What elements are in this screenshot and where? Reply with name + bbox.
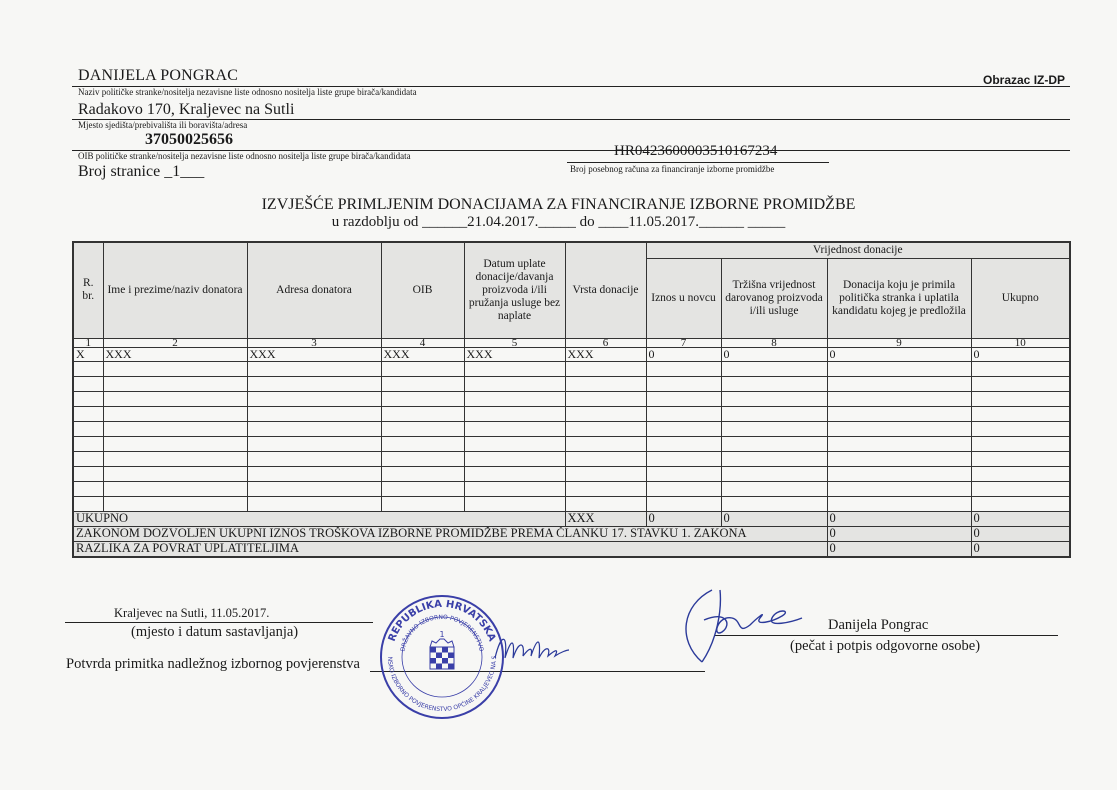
empty-cell <box>73 406 103 421</box>
empty-cell <box>464 481 565 496</box>
razlika-label: RAZLIKA ZA POVRAT UPLATITELJIMA <box>73 541 827 557</box>
column-number: 1 <box>73 338 103 347</box>
report-period <box>0 214 1117 231</box>
empty-cell <box>646 496 721 511</box>
empty-cell <box>971 466 1070 481</box>
zakonom-party: 0 <box>827 526 971 541</box>
form-code: Obrazac IZ-DP <box>983 73 1066 87</box>
header-rbr: R. br. <box>73 242 103 338</box>
table-cell: 0 <box>721 347 827 361</box>
empty-cell <box>247 451 381 466</box>
ukupno-type: XXX <box>565 511 646 526</box>
official-stamp <box>378 593 506 721</box>
empty-cell <box>721 361 827 376</box>
receipt-label: Potvrda primitka nadležnog izbornog povjerenstva <box>66 656 360 672</box>
stamp-number: 1 <box>439 630 445 639</box>
header-date: Datum uplate donacije/davanja proizvoda i/ili pružanja usluge bez naplate <box>464 242 565 338</box>
empty-cell <box>827 496 971 511</box>
place-date-label: (mjesto i datum sastavljanja) <box>131 624 299 640</box>
empty-cell <box>721 376 827 391</box>
empty-cell <box>565 421 646 436</box>
empty-cell <box>565 496 646 511</box>
ukupno-market: 0 <box>721 511 827 526</box>
column-number: 7 <box>646 338 721 347</box>
empty-cell <box>381 481 464 496</box>
empty-cell <box>381 361 464 376</box>
empty-cell <box>247 361 381 376</box>
empty-cell <box>565 376 646 391</box>
oib-label: OIB političke stranke/nositelja nezavisne liste odnosno nositelja liste grupe birača/kandidata <box>78 151 411 161</box>
empty-table-row <box>73 496 1070 511</box>
divider <box>65 622 373 623</box>
header-donor-name: Ime i prezime/naziv donatora <box>103 242 247 338</box>
empty-cell <box>827 361 971 376</box>
empty-cell <box>827 376 971 391</box>
empty-cell <box>381 406 464 421</box>
empty-cell <box>565 361 646 376</box>
razlika-row <box>73 541 1070 557</box>
empty-cell <box>565 451 646 466</box>
empty-cell <box>247 496 381 511</box>
donations-table <box>72 241 1071 558</box>
empty-cell <box>103 406 247 421</box>
empty-cell <box>971 481 1070 496</box>
empty-cell <box>721 481 827 496</box>
empty-cell <box>464 376 565 391</box>
empty-cell <box>646 421 721 436</box>
empty-cell <box>381 451 464 466</box>
table-cell: X <box>73 347 103 361</box>
empty-cell <box>247 421 381 436</box>
column-number: 10 <box>971 338 1070 347</box>
period-mid: do <box>579 214 595 230</box>
header-value-group: Vrijednost donacije <box>646 242 1070 258</box>
table-cell: XXX <box>247 347 381 361</box>
empty-cell <box>646 376 721 391</box>
empty-cell <box>73 451 103 466</box>
header-total: Ukupno <box>971 258 1070 338</box>
empty-cell <box>971 391 1070 406</box>
empty-cell <box>73 361 103 376</box>
empty-cell <box>971 496 1070 511</box>
empty-table-row <box>73 421 1070 436</box>
empty-cell <box>103 436 247 451</box>
empty-cell <box>646 391 721 406</box>
empty-cell <box>247 391 381 406</box>
coat-of-arms-icon <box>430 639 454 669</box>
empty-cell <box>721 496 827 511</box>
empty-cell <box>721 466 827 481</box>
empty-cell <box>827 466 971 481</box>
empty-cell <box>247 406 381 421</box>
column-number: 3 <box>247 338 381 347</box>
empty-cell <box>827 436 971 451</box>
empty-cell <box>247 376 381 391</box>
divider <box>567 162 829 163</box>
empty-table-row <box>73 376 1070 391</box>
empty-table-row <box>73 481 1070 496</box>
empty-cell <box>247 436 381 451</box>
column-number-row <box>73 338 1070 347</box>
empty-cell <box>827 391 971 406</box>
empty-cell <box>721 406 827 421</box>
empty-cell <box>103 361 247 376</box>
empty-cell <box>73 376 103 391</box>
period-prefix: u razdoblju od <box>331 214 419 230</box>
empty-cell <box>827 451 971 466</box>
header-party-donation: Donacija koju je primila politička stranka i uplatila kandidatu kojeg je predložila <box>827 258 971 338</box>
empty-cell <box>381 436 464 451</box>
empty-cell <box>381 496 464 511</box>
header-type: Vrsta donacije <box>565 242 646 338</box>
empty-cell <box>971 436 1070 451</box>
empty-cell <box>971 406 1070 421</box>
signer-label: (pečat i potpis odgovorne osobe) <box>790 638 981 654</box>
ukupno-party: 0 <box>827 511 971 526</box>
address-value: Radakovo 170, Kraljevec na Sutli <box>78 101 295 118</box>
empty-cell <box>103 451 247 466</box>
header-donor-address: Adresa donatora <box>247 242 381 338</box>
stamp-inner-text: DRŽAVNO IZBORNO POVJERENSTVO <box>399 613 485 653</box>
empty-cell <box>827 406 971 421</box>
empty-cell <box>827 481 971 496</box>
empty-cell <box>721 436 827 451</box>
empty-cell <box>103 496 247 511</box>
column-number: 8 <box>721 338 827 347</box>
column-number: 4 <box>381 338 464 347</box>
empty-cell <box>73 436 103 451</box>
empty-table-row <box>73 391 1070 406</box>
empty-cell <box>73 481 103 496</box>
place-date-value: Kraljevec na Sutli, 11.05.2017. <box>114 606 270 620</box>
empty-cell <box>73 496 103 511</box>
empty-cell <box>646 481 721 496</box>
table-cell: XXX <box>103 347 247 361</box>
empty-cell <box>464 361 565 376</box>
empty-cell <box>247 481 381 496</box>
page-number: Broj stranice _1___ <box>78 163 205 180</box>
razlika-party: 0 <box>827 541 971 557</box>
empty-table-row <box>73 451 1070 466</box>
party-name-value: DANIJELA PONGRAC <box>78 67 239 84</box>
empty-cell <box>464 406 565 421</box>
empty-cell <box>464 451 565 466</box>
oib-value: 37050025656 <box>145 131 233 148</box>
empty-cell <box>565 436 646 451</box>
empty-table-row <box>73 436 1070 451</box>
empty-cell <box>464 421 565 436</box>
table-cell: XXX <box>565 347 646 361</box>
empty-cell <box>971 421 1070 436</box>
empty-table-row <box>73 361 1070 376</box>
empty-cell <box>721 421 827 436</box>
empty-cell <box>73 466 103 481</box>
empty-cell <box>103 391 247 406</box>
empty-cell <box>247 466 381 481</box>
empty-cell <box>646 361 721 376</box>
report-title: IZVJEŠĆE PRIMLJENIM DONACIJAMA ZA FINANCIRANJE IZBORNE PROMIDŽBE <box>261 196 856 213</box>
razlika-total: 0 <box>971 541 1070 557</box>
party-name-label: Naziv političke stranke/nositelja nezavisne liste odnosno nositelja liste grupe birača/kandidata <box>78 87 417 97</box>
table-cell: 0 <box>646 347 721 361</box>
column-number: 5 <box>464 338 565 347</box>
header-oib: OIB <box>381 242 464 338</box>
empty-cell <box>464 391 565 406</box>
zakonom-row <box>73 526 1070 541</box>
empty-cell <box>827 421 971 436</box>
empty-table-row <box>73 466 1070 481</box>
empty-cell <box>646 406 721 421</box>
empty-cell <box>646 451 721 466</box>
empty-cell <box>103 376 247 391</box>
stamp-outer-text: REPUBLIKA HRVATSKA <box>386 598 498 644</box>
table-cell: 0 <box>971 347 1070 361</box>
empty-cell <box>381 421 464 436</box>
date-to: ____11.05.2017.______ _____ <box>598 214 786 230</box>
empty-cell <box>971 376 1070 391</box>
ukupno-cash: 0 <box>646 511 721 526</box>
date-from: ______21.04.2017._____ <box>422 214 576 230</box>
address-label: Mjesto sjedišta/prebivališta ili boravišta/adresa <box>78 120 248 130</box>
empty-cell <box>381 391 464 406</box>
empty-cell <box>721 451 827 466</box>
empty-cell <box>103 466 247 481</box>
account-value: HR0423600003510167234 <box>614 143 778 159</box>
empty-cell <box>646 436 721 451</box>
empty-cell <box>103 481 247 496</box>
responsible-person-signature <box>672 580 812 670</box>
empty-cell <box>464 436 565 451</box>
column-number: 2 <box>103 338 247 347</box>
empty-cell <box>721 391 827 406</box>
empty-cell <box>565 466 646 481</box>
empty-cell <box>565 481 646 496</box>
empty-cell <box>464 466 565 481</box>
account-label: Broj posebnog računa za financiranje izborne promidžbe <box>570 164 775 174</box>
empty-cell <box>971 451 1070 466</box>
empty-cell <box>565 391 646 406</box>
empty-cell <box>73 421 103 436</box>
column-number: 6 <box>565 338 646 347</box>
table-row <box>73 347 1070 361</box>
empty-cell <box>646 466 721 481</box>
empty-cell <box>381 466 464 481</box>
table-cell: 0 <box>827 347 971 361</box>
empty-cell <box>464 496 565 511</box>
empty-cell <box>73 391 103 406</box>
table-cell: XXX <box>381 347 464 361</box>
zakonom-label: ZAKONOM DOZVOLJEN UKUPNI IZNOS TROŠKOVA IZBORNE PROMIDŽBE PREMA ČLANKU 17. STAVKU 1. ZAKONA <box>73 526 827 541</box>
empty-cell <box>381 376 464 391</box>
empty-cell <box>971 361 1070 376</box>
empty-table-row <box>73 406 1070 421</box>
table-cell: XXX <box>464 347 565 361</box>
ukupno-label: UKUPNO <box>73 511 565 526</box>
ukupno-row <box>73 511 1070 526</box>
column-number: 9 <box>827 338 971 347</box>
header-market-value: Tržišna vrijednost darovanog proizvoda i/ili usluge <box>721 258 827 338</box>
signer-name: Danijela Pongrac <box>828 617 929 633</box>
stamp-lower-text: NSKO IZBORNO POVJERENSTVO OPĆINE KRALJEVEC NA S <box>385 655 499 714</box>
empty-cell <box>565 406 646 421</box>
ukupno-total: 0 <box>971 511 1070 526</box>
zakonom-total: 0 <box>971 526 1070 541</box>
header-cash: Iznos u novcu <box>646 258 721 338</box>
empty-cell <box>103 421 247 436</box>
